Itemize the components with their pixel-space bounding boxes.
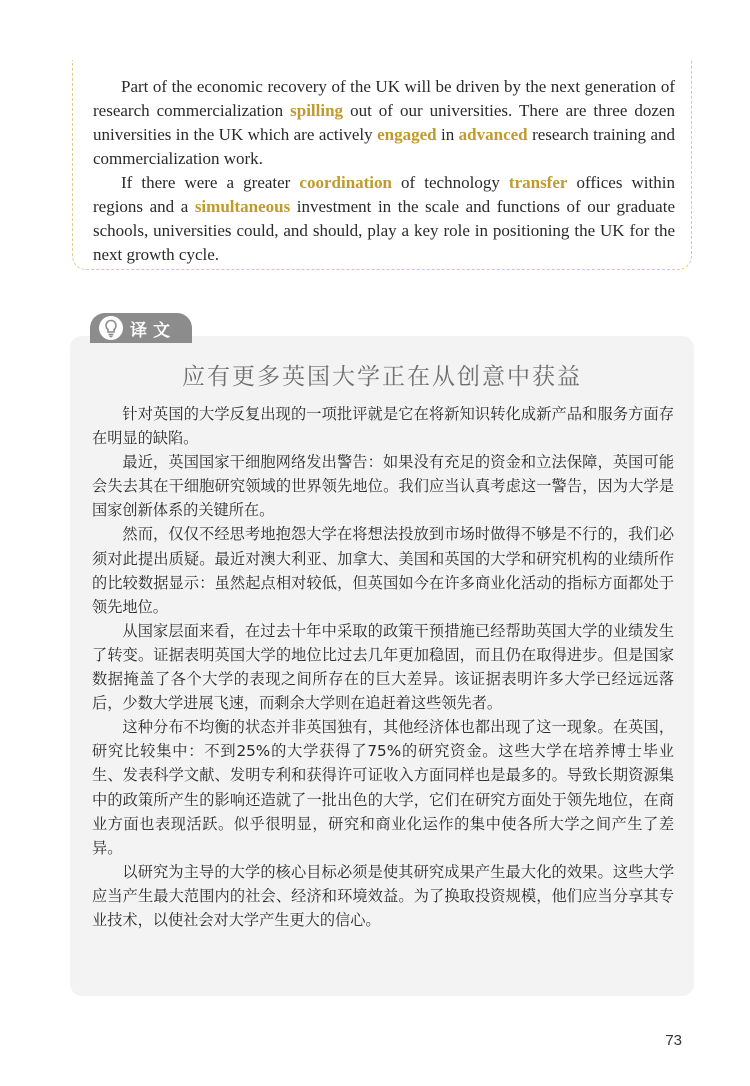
keyword-transfer: transfer — [508, 173, 568, 192]
english-paragraph-1: Part of the economic recovery of the UK will be driven by the next generation of research commercialization spilling out of our universities. There are three dozen universities in the UK which are actively engaged in advanced research training and commercialization work. — [93, 77, 675, 168]
translation-paragraph-4: 从国家层面来看，在过去十年中采取的政策干预措施已经帮助英国大学的业绩发生了转变。证据表明英国大学的地位比过去几年更加稳固，而且仍在取得进步。但是国家数据掩盖了各个大学的表现之间所存在的巨大差异。该证据表明许多大学已经远远落后，少数大学进展飞速，而剩余大学则在追赶着这些领先者。 — [92, 621, 674, 713]
translation-paragraph-3: 然而，仅仅不经思考地抱怨大学在将想法投放到市场时做得不够是不行的，我们必须对此提出质疑。最近对澳大利亚、加拿大、美国和英国的大学和研究机构的业绩所作的比较数据显示：虽然起点相对较低，但英国如今在许多商业化活动的指标方面都处于领先地位。 — [92, 525, 674, 616]
translation-title: 应有更多英国大学正在从创意中获益 — [182, 364, 582, 390]
english-paragraph-2: If there were a greater coordination of technology transfer offices within regions and a simultaneous investment in the scale and functions of our graduate schools, universities could, and should, play a key role in positioning the UK for the next growth cycle. — [93, 173, 675, 264]
translation-paragraph-5: 这种分布不均衡的状态并非英国独有，其他经济体也都出现了这一现象。在英国，研究比较集中：不到25%的大学获得了75%的研究资金。这些大学在培养博士毕业生、发表科学文献、发明专利和获得许可证收入方面同样也是最多的。导致长期资源集中的政策所产生的影响还造就了一批出色的大学，它们在研究方面处于领先地位，在商业方面也表现活跃。似乎很明显，研究和商业化运作的集中使各所大学之间产生了差异。 — [92, 718, 674, 857]
english-passage — [93, 75, 675, 267]
keyword-coordination: coordination — [299, 173, 392, 192]
keyword-engaged: engaged — [377, 125, 437, 144]
keyword-simultaneous: simultaneous — [194, 197, 291, 216]
translation-tab-label: 译文 — [130, 320, 176, 341]
lightbulb-icon — [98, 315, 124, 341]
translation-tab — [90, 313, 192, 343]
keyword-spilling: spilling — [290, 101, 344, 120]
translation-paragraph-1: 针对英国的大学反复出现的一项批评就是它在将新知识转化成新产品和服务方面存在明显的缺陷。 — [92, 405, 674, 448]
page-number: 73 — [665, 1032, 682, 1049]
translation-paragraph-2: 最近，英国国家干细胞网络发出警告：如果没有充足的资金和立法保障，英国可能会失去其在干细胞研究领域的世界领先地位。我们应当认真考虑这一警告，因为大学是国家创新体系的关键所在。 — [92, 453, 674, 520]
translation-body — [92, 402, 674, 932]
translation-paragraph-6: 以研究为主导的大学的核心目标必须是使其研究成果产生最大化的效果。这些大学应当产生最大范围内的社会、经济和环境效益。为了换取投资规模，他们应当分享其专业技术，以使社会对大学产生更大的信心。 — [92, 862, 674, 929]
keyword-advanced: advanced — [458, 125, 528, 144]
